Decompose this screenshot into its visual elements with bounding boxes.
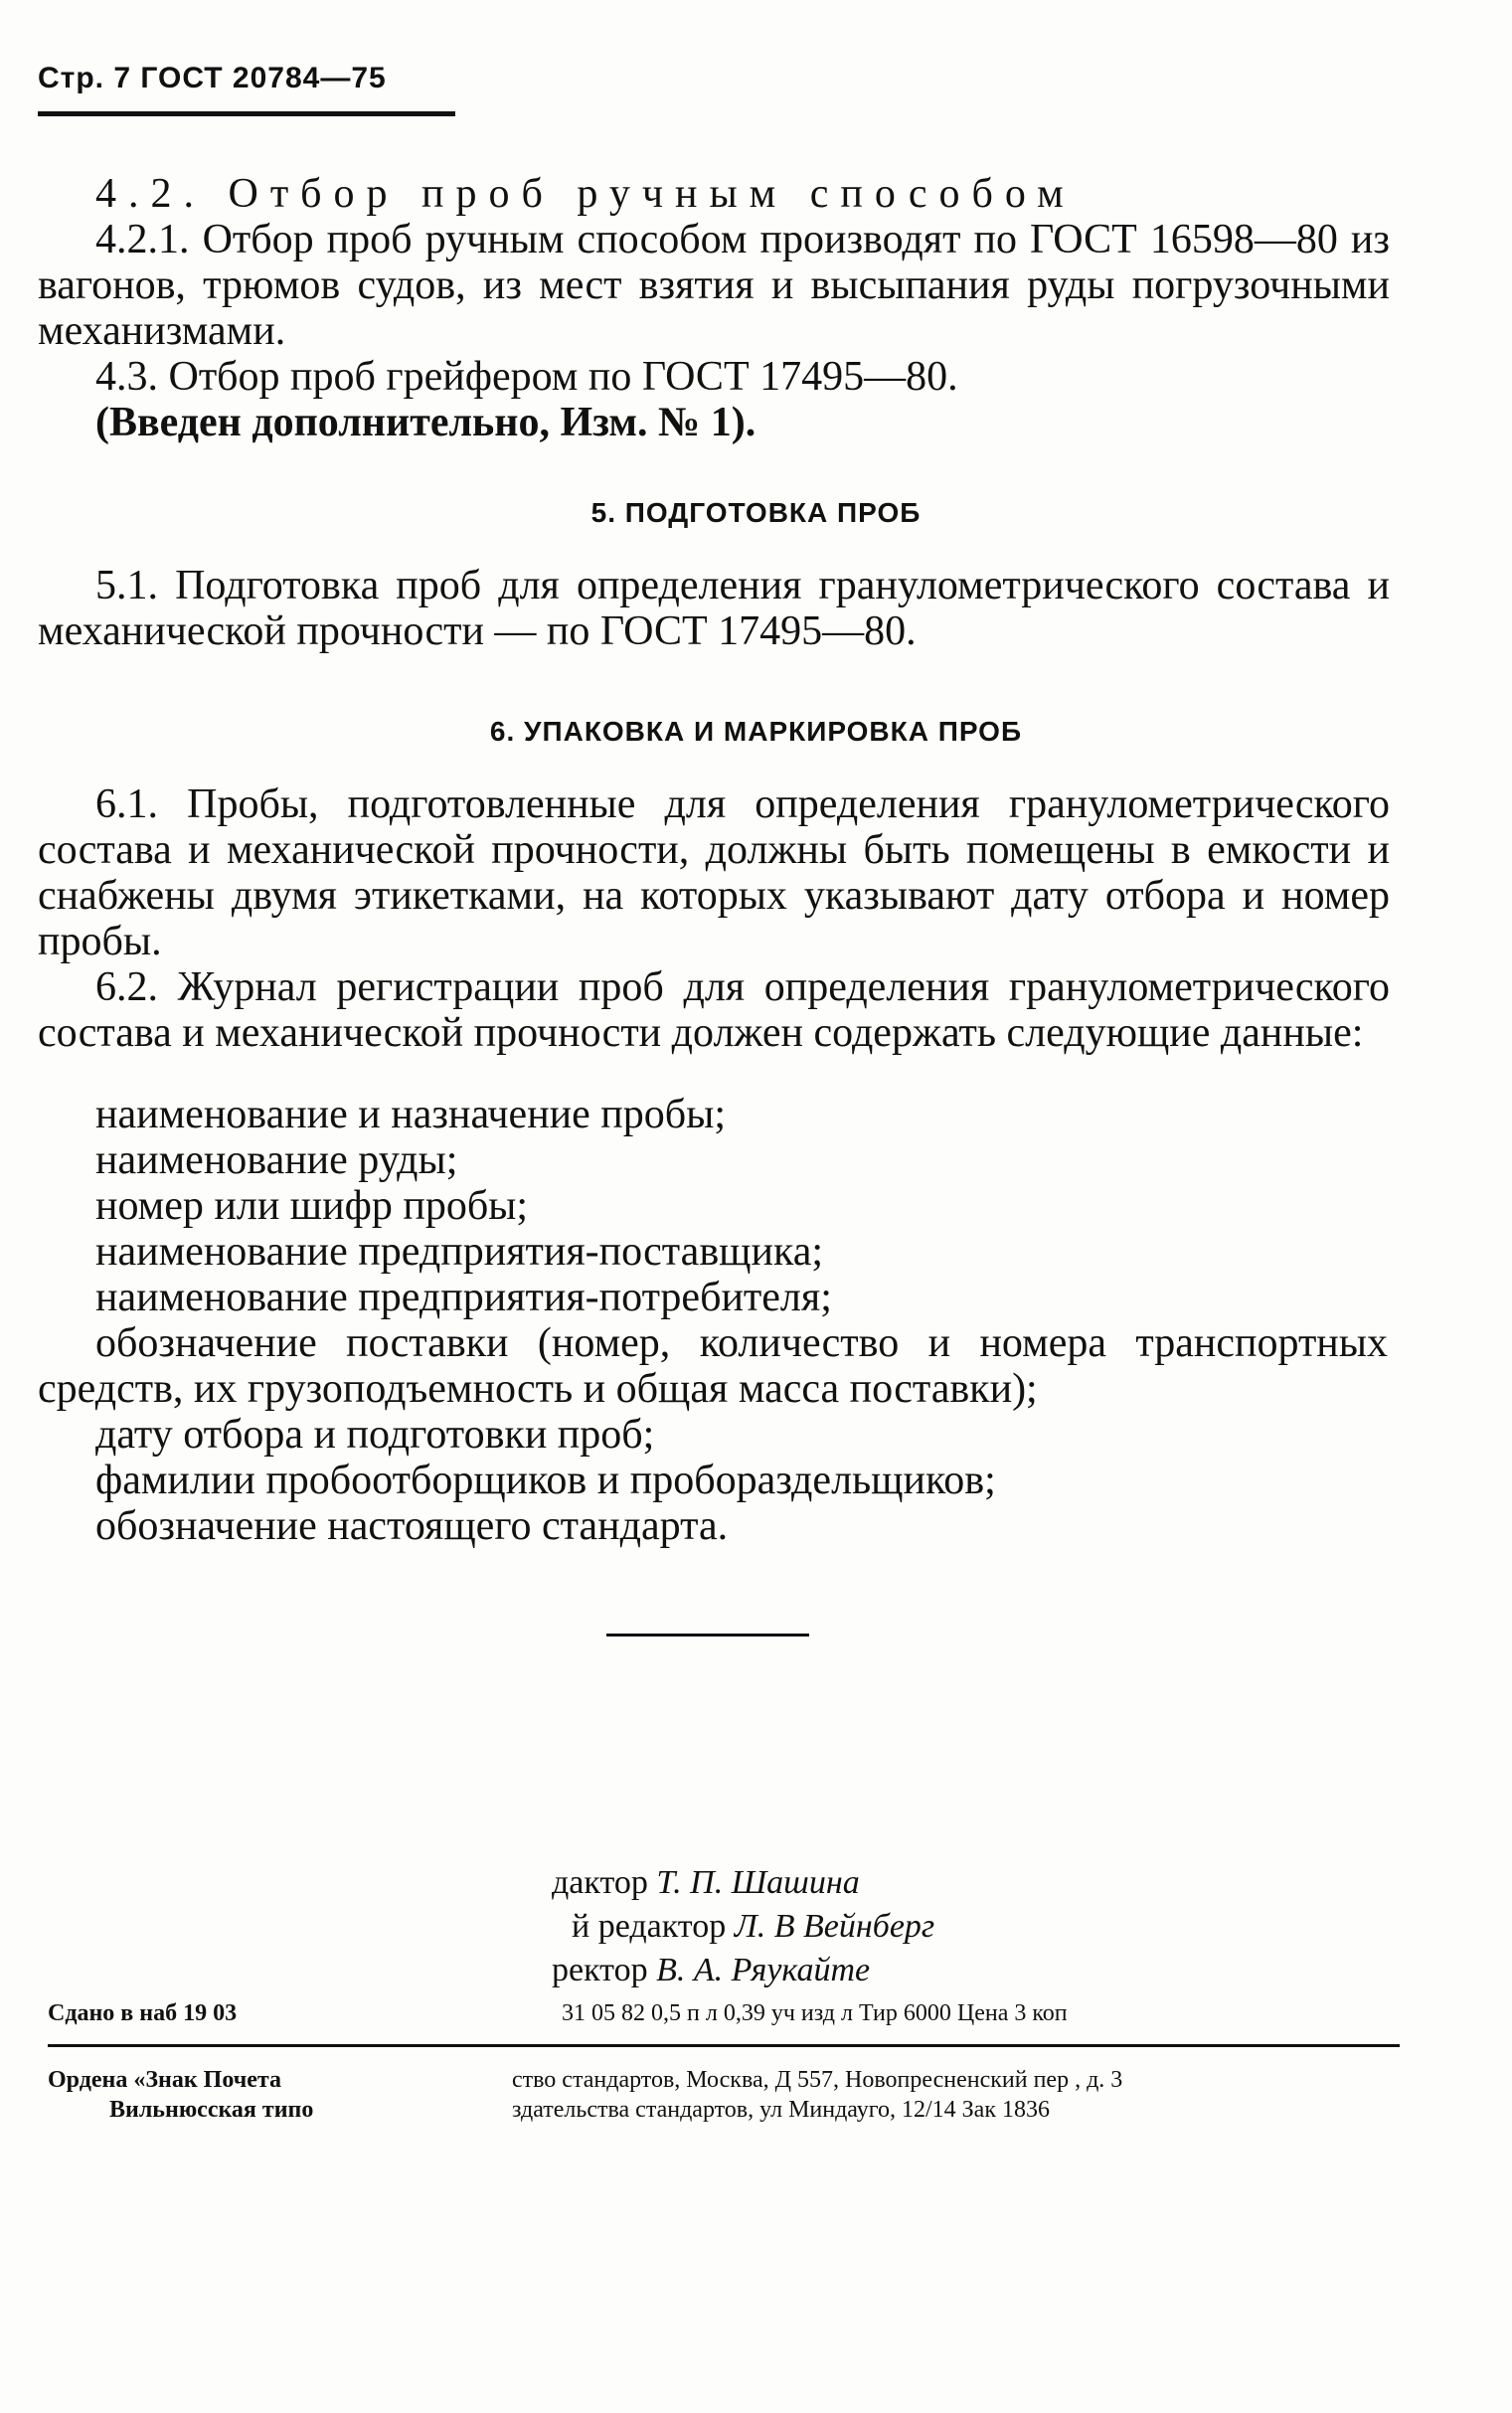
list-item: обозначение поставки (номер, количество и номера транспортных средств, их грузоподъемность и общая масса поставки);	[38, 1320, 1388, 1412]
para-4-2: 4.2. Отбор проб ручным способом	[95, 171, 1076, 217]
section-4-block	[38, 171, 1390, 445]
section-5-block	[38, 563, 1390, 654]
editors-block	[552, 1861, 934, 1992]
section-6-block	[38, 781, 1390, 1056]
list-item: номер или шифр пробы;	[95, 1183, 529, 1229]
list-item: дату отбора и подготовки проб;	[95, 1412, 655, 1458]
para-5-1: 5.1. Подготовка проб для определения гранулометрического состава и механической прочности — по ГОСТ 17495—80.	[38, 563, 1390, 654]
section-5-title: 5. ПОДГОТОВКА ПРОБ	[590, 497, 922, 528]
footer-rule	[48, 2044, 1400, 2047]
editor-line: й редактор Л. В Вейнберг	[572, 1908, 935, 1945]
editor-line: ректор В. А. Ряукайте	[552, 1952, 871, 1988]
header-rule	[38, 111, 455, 116]
editor-line: дактор Т. П. Шашина	[552, 1864, 860, 1901]
para-6-1: 6.1. Пробы, подготовленные для определения гранулометрического состава и механической прочности, должны быть помещены в емкости и снабжены двумя этикетками, на которых указывают дату отбора и номер пробы.	[38, 781, 1390, 964]
page-header: Стр. 7 ГОСТ 20784—75	[38, 62, 387, 94]
para-6-2: 6.2. Журнал регистрации проб для определения гранулометрического состава и механической прочности должен содержать следующие данные:	[38, 964, 1390, 1056]
section-6-title: 6. УПАКОВКА И МАРКИРОВКА ПРОБ	[489, 716, 1023, 747]
register-data-list	[38, 1092, 1388, 1549]
list-item: наименование руды;	[95, 1137, 458, 1183]
footer-submitted: Сдано в наб 19 03	[48, 2000, 238, 2026]
footer-print-info: 31 05 82 0,5 п л 0,39 уч изд л Тир 6000 Цена 3 коп	[562, 2000, 1068, 2026]
footer-address: ство стандартов, Москва, Д 557, Новопресненский пер , д. 3 здательства стандартов, ул Миндауго, 12/14 Зак 1836	[512, 2067, 1123, 2123]
list-item: фамилии пробоотборщиков и пробораздельщиков;	[95, 1458, 996, 1503]
para-4-2-1: 4.2.1. Отбор проб ручным способом производят по ГОСТ 16598—80 из вагонов, трюмов судов, из мест взятия и высыпания руды погрузочными механизмами.	[38, 217, 1390, 354]
amendment-note: (Введен дополнительно, Изм. № 1).	[95, 400, 756, 445]
list-item: наименование и назначение пробы;	[95, 1092, 727, 1137]
list-item: наименование предприятия-поставщика;	[95, 1229, 824, 1275]
para-4-3: 4.3. Отбор проб грейфером по ГОСТ 17495—80.	[95, 354, 958, 400]
list-item: наименование предприятия-потребителя;	[95, 1275, 832, 1320]
section-end-rule	[606, 1634, 809, 1637]
footer-publisher: Ордена «Знак Почета Вильнюсская типо	[48, 2067, 314, 2123]
list-item: обозначение настоящего стандарта.	[95, 1503, 729, 1549]
